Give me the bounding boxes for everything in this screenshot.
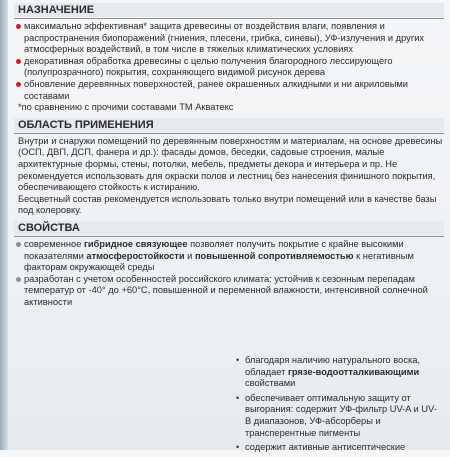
application-text: Внутри и снаружи помещений по деревянным поверхностям и материалам, на основе древесины (ОСП, ДВП, ДСП, фанера и др.): фасады домов, беседки, садовые строения, малые архитектурные формы, стены, потолки, мебель, предметы декора и интерьера и пр. Не рекомендуется использовать для окраски полов и лестниц без нанесения финишного покрытия, обеспечивающего стойкость к истиранию. (18, 135, 443, 193)
property-item: • обеспечивает оптимальную защиту от выгорания: содержит УФ-фильтр UV-A и UV-B диапазонов, УФ-абсорберы и трансперентные пигменты (236, 392, 437, 438)
left-edge-strip (0, 0, 8, 450)
bullet-icon (16, 82, 21, 87)
section-title-application: ОБЛАСТЬ ПРИМЕНЕНИЯ (14, 118, 444, 132)
bullet-icon (16, 59, 21, 64)
application-note: Бесцветный состав рекомендуется использовать только внутри помещений или в качестве базы под колеровку. (18, 193, 437, 216)
bullet-icon: • (236, 392, 240, 403)
bullet-icon: • (236, 442, 240, 453)
divider (14, 133, 444, 134)
divider (14, 18, 444, 19)
property-item: современное гибридное связующее позволяет получить покрытие с крайне высокими показателями атмосферостойкости и повышенной сопротивляемостью к негативным факторам окружающей среды (14, 239, 444, 274)
purpose-item: декоративная обработка древесины с целью получения благородного лессирующего (полупрозрачного) покрытия, сохраняющего видимой рисунок дерева (14, 56, 444, 79)
divider (14, 236, 444, 237)
section-title-properties: СВОЙСТВА (14, 221, 444, 235)
bullet-icon (16, 277, 21, 282)
section-title-purpose: НАЗНАЧЕНИЕ (14, 3, 444, 17)
footnote: *по сравнению с прочими составами ТМ Акватекс (18, 102, 234, 113)
bullet-icon (16, 24, 21, 29)
bullet-icon (16, 242, 21, 247)
right-column (235, 355, 440, 457)
property-item: • благодаря наличию натурального воска, обладает грязе-водоотталкивающими свойствами (236, 355, 420, 389)
purpose-item: обновление деревянных поверхностей, ранее окрашенных алкидными и ни акриловыми составами (14, 79, 444, 102)
property-item: разработан с учетом особенностей российского климата: устойчив к сезонным перепадам температур от -40° до +60°С, повышенной и переменной влажности, интенсивной солнечной активности (14, 274, 444, 309)
purpose-item: максимально эффективная* защита древесины от воздействия влаги, появления и распространения биопоражений (гниения, плесени, грибка, синевы), УФ-излучения и других атмосферных воздействий, в том числе в тяжелых климатических условиях (14, 21, 444, 56)
property-item: • содержит активные антисептические (236, 442, 406, 453)
bullet-icon: • (236, 355, 240, 365)
